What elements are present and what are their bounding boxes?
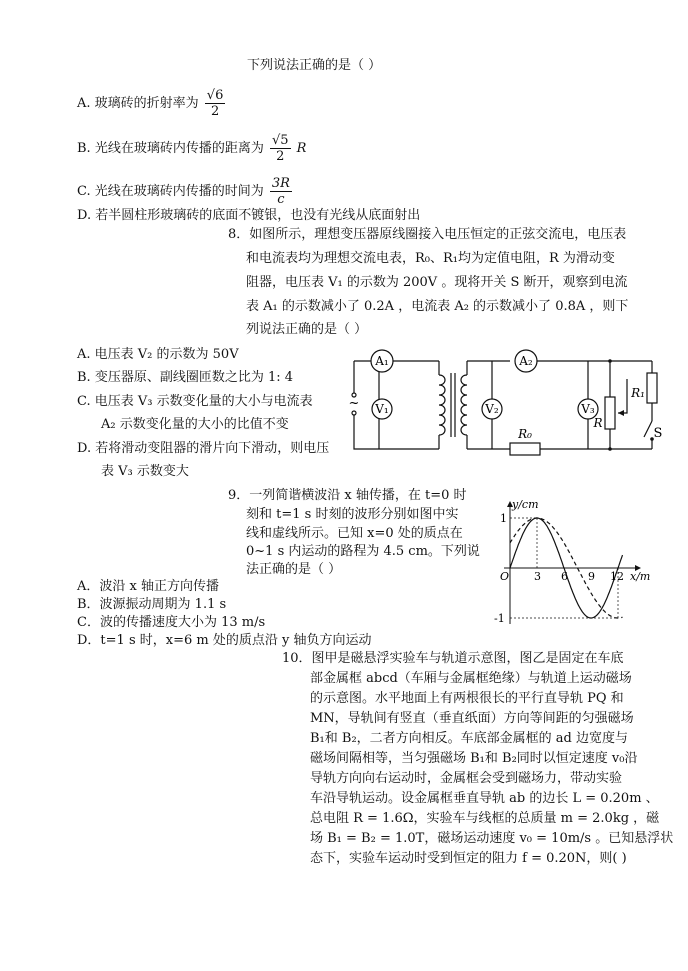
q8-option-c-cont: A₂ 示数变化量的大小的比值不变 — [101, 417, 289, 432]
graph-x-label: x/m — [630, 570, 651, 583]
q9-option-a: A．波沿 x 轴正方向传播 — [77, 579, 219, 594]
fraction: $\frac{√6}{2}$ — [206, 88, 224, 119]
rheostat-r-label: R — [593, 416, 603, 430]
q10-line: 10．图甲是磁悬浮实验车与轨道示意图，图乙是固定在车底 — [282, 651, 624, 666]
q10-line: B₁和 B₂，二者方向相反。车底部金属框的 ad 边宽度与 — [310, 731, 628, 746]
q7-option-a: A. 玻璃砖的折射率为 $\frac{√6}{2}$ — [77, 88, 224, 119]
q8-option-c: C. 电压表 V₃ 示数变化量的大小与电流表 — [77, 394, 313, 409]
x-tick-6: 6 — [561, 570, 568, 583]
q8-circuit-diagram — [342, 345, 672, 465]
graph-y-label: y/cm — [512, 498, 539, 511]
q7-option-d: D. 若半圆柱形玻璃砖的底面不镀银，也没有光线从底面射出 — [77, 208, 421, 223]
x-tick-3: 3 — [534, 570, 541, 583]
x-tick-9: 9 — [588, 570, 595, 583]
q10-line: MN，导轨间有竖直（垂直纸面）方向等间距的匀强磁场 — [310, 711, 634, 726]
x-tick-12: 12 — [610, 570, 624, 583]
q9-option-c: C．波的传播速度大小为 13 m/s — [77, 615, 266, 630]
q10-line: 的示意图。水平地面上有两根很长的平行直导轨 PQ 和 — [310, 691, 624, 706]
voltmeter-v1-label: V₁ — [375, 402, 389, 416]
switch-s-label: S — [653, 426, 663, 441]
q9-line: 刻和 t=1 s 时刻的波形分别如图中实 — [246, 507, 459, 522]
resistor-r0-label: R₀ — [518, 427, 532, 441]
q9-line: 9．一列简谐横波沿 x 轴传播，在 t=0 时 — [228, 488, 467, 503]
q7-option-b: B. 光线在玻璃砖内传播的距离为 $\frac{√5}{2}$ R — [77, 133, 307, 164]
q10-line: 部金属框 abcd（车厢与金属框绝缘）与轨道上运动磁场 — [310, 671, 632, 686]
q8-option-b: B. 变压器原、副线圈匝数之比为 1: 4 — [77, 370, 294, 385]
ammeter-a2-label: A₂ — [519, 354, 533, 368]
fraction: $\frac{√5}{2}$ — [271, 133, 289, 164]
q9-line: 线和虚线所示。已知 x=0 处的质点在 — [246, 526, 463, 541]
q8-option-d-cont: 表 V₃ 示数变大 — [101, 464, 189, 479]
voltmeter-v2-label: V₂ — [485, 402, 499, 416]
q7-option-c: C. 光线在玻璃砖内传播的时间为 $\frac{3R}{c}$ — [77, 176, 290, 207]
voltmeter-v3-label: V₃ — [581, 402, 595, 416]
q8-line: 8．如图所示，理想变压器原线圈接入电压恒定的正弦交流电，电压表 — [228, 227, 627, 242]
q7-stem-tail: 下列说法正确的是（ ） — [247, 58, 382, 73]
q8-option-d: D. 若将滑动变阻器的滑片向下滑动，则电压 — [77, 441, 330, 456]
q10-line: 磁场间隔相等，当匀强磁场 B₁和 B₂同时以恒定速度 v₀沿 — [310, 751, 638, 766]
y-tick-neg1: -1 — [494, 612, 505, 625]
q9-line: 0~1 s 内运动的路程为 4.5 cm。下列说 — [246, 544, 480, 559]
q8-line: 阻器，电压表 V₁ 的示数为 200V 。现将开关 S 断开，观察到电流 — [246, 275, 628, 290]
q9-option-b: B．波源振动周期为 1.1 s — [77, 597, 227, 612]
q10-line: 场 B₁ = B₂ = 1.0T，磁场运动速度 v₀ = 10m/s 。已知悬浮状 — [310, 831, 674, 846]
q8-option-a: A. 电压表 V₂ 的示数为 50V — [77, 347, 239, 362]
fraction: $\frac{3R}{c}$ — [271, 176, 290, 207]
graph-origin: O — [500, 570, 510, 583]
ac-source-symbol: ~ — [348, 396, 360, 411]
ammeter-a1-label: A₁ — [375, 354, 389, 368]
q10-line: 总电阻 R = 1.6Ω，实验车与线框的总质量 m = 2.0kg ，磁 — [310, 811, 660, 826]
q8-line: 和电流表均为理想交流电表，R₀、R₁均为定值电阻，R 为滑动变 — [246, 251, 615, 266]
q9-wave-graph — [490, 496, 675, 631]
q10-line: 导轨方向向右运动时，金属框会受到磁场力，带动实验 — [310, 771, 623, 786]
y-tick-1: 1 — [500, 512, 507, 525]
q8-line: 表 A₁ 的示数减小了 0.2A ，电流表 A₂ 的示数减小了 0.8A ，则下 — [246, 299, 629, 314]
q9-line: 法正确的是（ ） — [246, 562, 342, 577]
q10-line: 车沿导轨运动。设金属框垂直导轨 ab 的边长 L = 0.20m 、 — [310, 791, 659, 806]
slider-arrowhead — [618, 410, 624, 416]
q9-option-d: D．t=1 s 时，x=6 m 处的质点沿 y 轴负方向运动 — [77, 633, 372, 648]
resistor-r1-label: R₁ — [631, 386, 645, 400]
q8-line: 列说法正确的是（ ） — [246, 322, 368, 337]
q10-line: 态下，实验车运动时受到恒定的阻力 f = 0.20N，则( ) — [310, 851, 627, 866]
